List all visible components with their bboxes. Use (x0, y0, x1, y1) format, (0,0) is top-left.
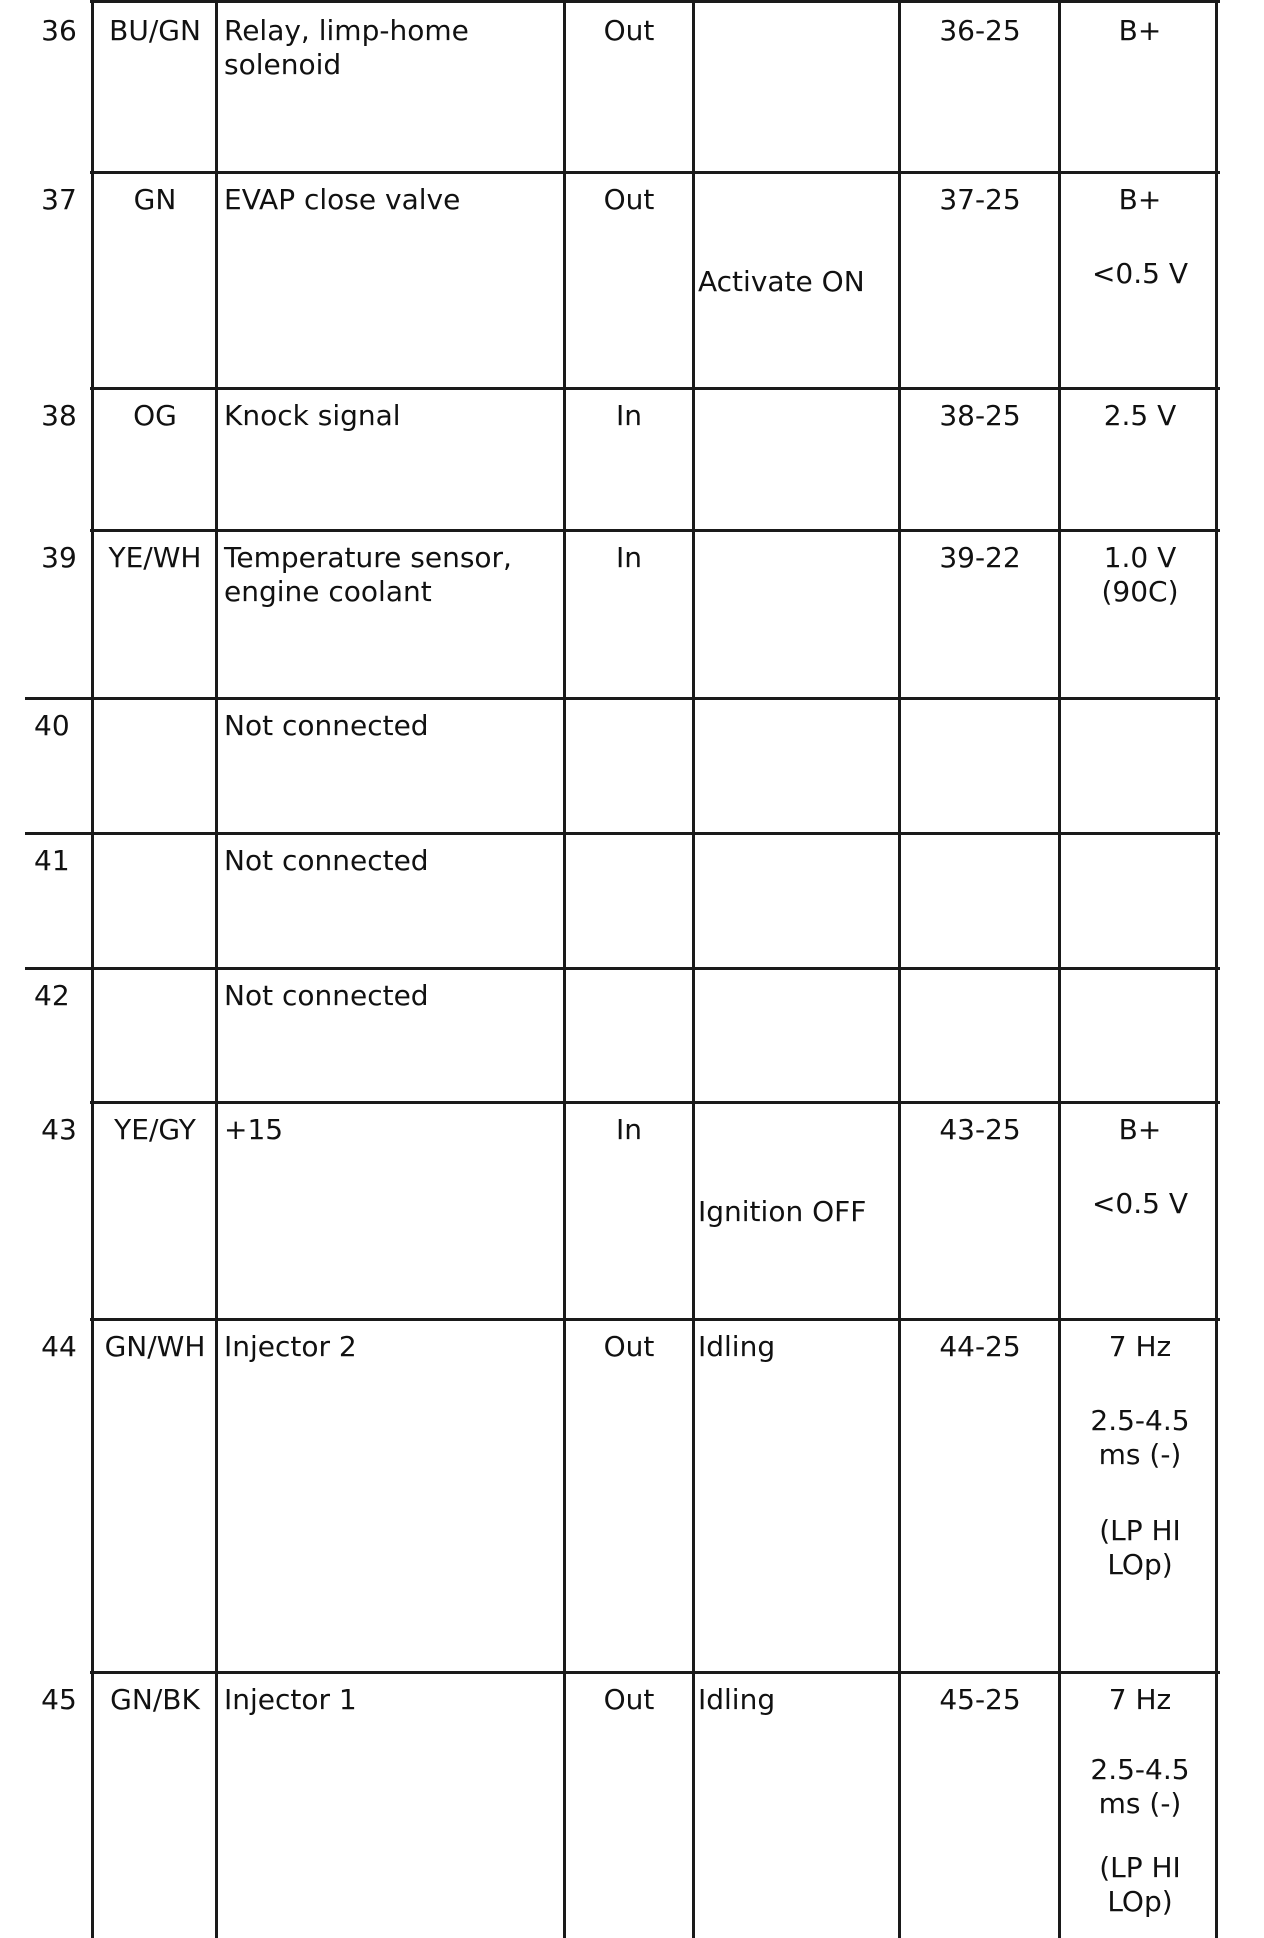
nominal-value: 7 Hz (1108, 1330, 1172, 1363)
pin-number: 38 (41, 399, 77, 432)
component-description: Not connected (224, 979, 429, 1012)
measure-points: 36-25 (939, 14, 1021, 47)
test-condition: Ignition OFF (698, 1195, 867, 1228)
nominal-value: <0.5 V (1091, 1187, 1189, 1220)
nominal-value: B+ (1118, 14, 1162, 47)
signal-direction: Out (603, 183, 655, 216)
table-row (0, 387, 1264, 529)
measure-points: 37-25 (939, 183, 1021, 216)
measure-points: 39-22 (939, 541, 1021, 574)
test-condition: Activate ON (698, 265, 865, 298)
nominal-value: (LP HI LOp) (1099, 1851, 1181, 1918)
component-description: Relay, limp-home solenoid (224, 14, 469, 81)
pin-number: 39 (41, 541, 77, 574)
table-row (0, 171, 1264, 387)
nominal-value: B+ (1118, 183, 1162, 216)
measure-points: 44-25 (939, 1330, 1021, 1363)
nominal-value: 7 Hz (1108, 1683, 1172, 1716)
measure-points: 43-25 (939, 1113, 1021, 1146)
nominal-value: <0.5 V (1091, 257, 1189, 290)
pin-number: 36 (41, 14, 77, 47)
pin-number: 44 (41, 1330, 77, 1363)
wire-color: YE/GY (114, 1113, 196, 1146)
wire-color: GN/BK (110, 1683, 200, 1716)
table-row (0, 1671, 1264, 1938)
wire-color: YE/WH (108, 541, 202, 574)
component-description: Knock signal (224, 399, 401, 432)
pin-number: 42 (34, 979, 70, 1012)
signal-direction: In (615, 399, 642, 432)
component-description: Injector 2 (224, 1330, 357, 1363)
nominal-value: 2.5 V (1103, 399, 1177, 432)
nominal-value: (LP HI LOp) (1099, 1514, 1181, 1581)
table-row (0, 832, 1264, 967)
test-condition: Idling (698, 1683, 776, 1716)
component-description: Not connected (224, 709, 429, 742)
signal-direction: Out (603, 1330, 655, 1363)
pin-number: 37 (41, 183, 77, 216)
table-row (0, 967, 1264, 1101)
table-row (0, 1318, 1264, 1671)
table-row (0, 1101, 1264, 1318)
signal-direction: In (615, 541, 642, 574)
wire-color: OG (133, 399, 177, 432)
signal-direction: Out (603, 14, 655, 47)
component-description: +15 (224, 1113, 284, 1146)
nominal-value: 2.5-4.5 ms (-) (1090, 1404, 1190, 1471)
pin-number: 40 (34, 709, 70, 742)
pin-number: 45 (41, 1683, 77, 1716)
pin-number: 41 (34, 844, 70, 877)
table-row (0, 529, 1264, 697)
wire-color: GN/WH (104, 1330, 206, 1363)
measure-points: 45-25 (939, 1683, 1021, 1716)
component-description: Temperature sensor, engine coolant (224, 541, 512, 608)
table-row (0, 697, 1264, 832)
component-description: Not connected (224, 844, 429, 877)
table-row (0, 0, 1264, 171)
pin-number: 43 (41, 1113, 77, 1146)
wire-color: BU/GN (109, 14, 201, 47)
measure-points: 38-25 (939, 399, 1021, 432)
test-condition: Idling (698, 1330, 776, 1363)
wire-color: GN (133, 183, 177, 216)
nominal-value: 1.0 V (90C) (1101, 541, 1179, 608)
nominal-value: B+ (1118, 1113, 1162, 1146)
signal-direction: In (615, 1113, 642, 1146)
signal-direction: Out (603, 1683, 655, 1716)
nominal-value: 2.5-4.5 ms (-) (1090, 1753, 1190, 1820)
component-description: Injector 1 (224, 1683, 357, 1716)
component-description: EVAP close valve (224, 183, 461, 216)
